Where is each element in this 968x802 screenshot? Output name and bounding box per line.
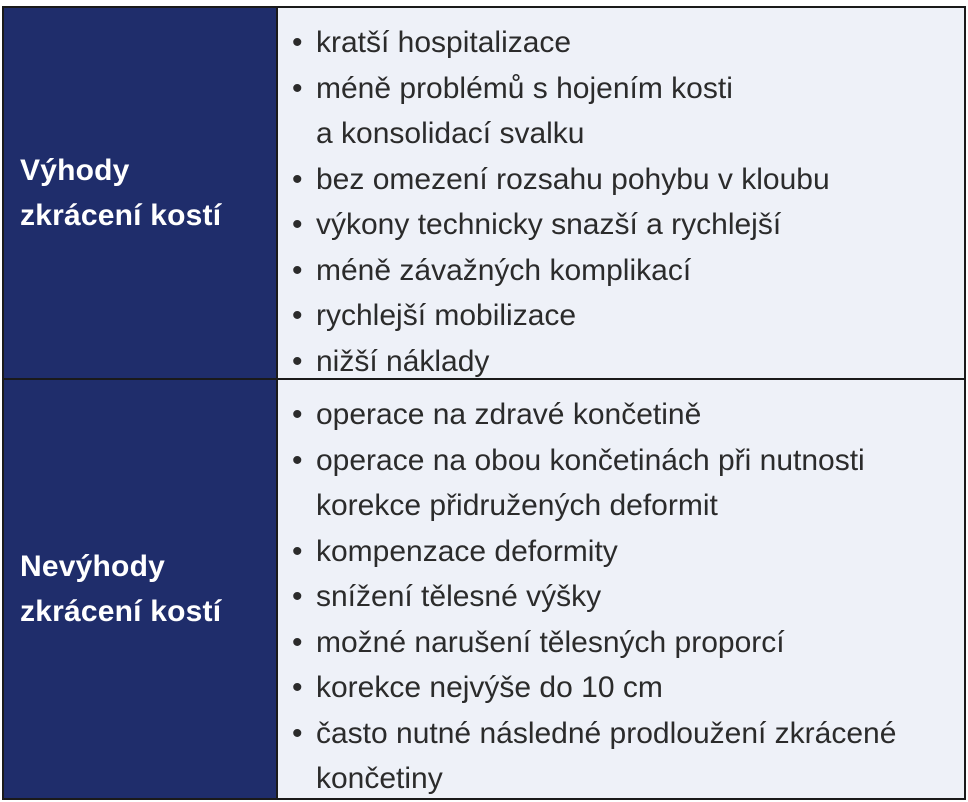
list-item [292, 438, 954, 529]
bullet-icon: • [292, 26, 303, 59]
list-item [292, 157, 954, 203]
bullet-icon: • [292, 534, 303, 568]
bullet-icon: • [292, 580, 303, 613]
list-item [292, 339, 954, 385]
list-item-text: nižší náklady [316, 344, 490, 378]
bullet-icon: • [292, 398, 303, 431]
list-item-text: často nutné následné prodloužení zkrácené končetiny [316, 716, 897, 795]
bullet-icon: • [292, 625, 303, 659]
bullet-icon: • [292, 162, 303, 196]
list-item-text: méně problémů s hojením kosti a konsolidací svalku [316, 71, 733, 150]
disadvantages-list-cell [278, 380, 964, 798]
list-item-text: snížení tělesné výšky [316, 580, 602, 613]
table-row-disadvantages [4, 380, 964, 798]
advantages-list-cell [278, 8, 964, 378]
bullet-icon: • [292, 671, 303, 704]
row-header-label: Nevýhody zkrácení kostí [20, 550, 222, 628]
bullet-icon: • [292, 208, 303, 241]
disadvantages-list [292, 392, 954, 802]
list-item-text: možné narušení tělesných proporcí [316, 625, 785, 659]
row-header-advantages [4, 8, 278, 378]
list-item [292, 574, 954, 620]
list-item-text: operace na zdravé končetině [316, 398, 702, 431]
row-header-disadvantages [4, 380, 278, 798]
table-row-advantages [4, 8, 964, 380]
list-item-text: operace na obou končetinách při nutnosti korekce přidružených deformit [316, 443, 865, 522]
bullet-icon: • [292, 443, 303, 477]
bullet-icon: • [292, 71, 303, 105]
list-item [292, 620, 954, 666]
list-item [292, 20, 954, 66]
list-item-text: rychlejší mobilizace [316, 299, 577, 332]
comparison-table [2, 6, 966, 800]
bullet-icon: • [292, 344, 303, 378]
list-item [292, 248, 954, 294]
list-item-text: korekce nejvýše do 10 cm [316, 671, 663, 704]
list-item [292, 66, 954, 157]
list-item-text: kratší hospitalizace [316, 26, 572, 59]
bullet-icon: • [292, 299, 303, 332]
list-item [292, 529, 954, 575]
bullet-icon: • [292, 716, 303, 750]
list-item-text: výkony technicky snazší a rychlejší [316, 208, 782, 241]
list-item-text: méně závažných komplikací [316, 253, 692, 287]
list-item [292, 392, 954, 438]
list-item-text: bez omezení rozsahu pohybu v kloubu [316, 162, 830, 196]
list-item [292, 665, 954, 711]
advantages-list [292, 20, 954, 384]
row-header-label: Výhody zkrácení kostí [20, 154, 222, 232]
list-item [292, 711, 954, 802]
bullet-icon: • [292, 253, 303, 287]
list-item [292, 293, 954, 339]
list-item [292, 202, 954, 248]
list-item-text: kompenzace deformity [316, 534, 618, 568]
